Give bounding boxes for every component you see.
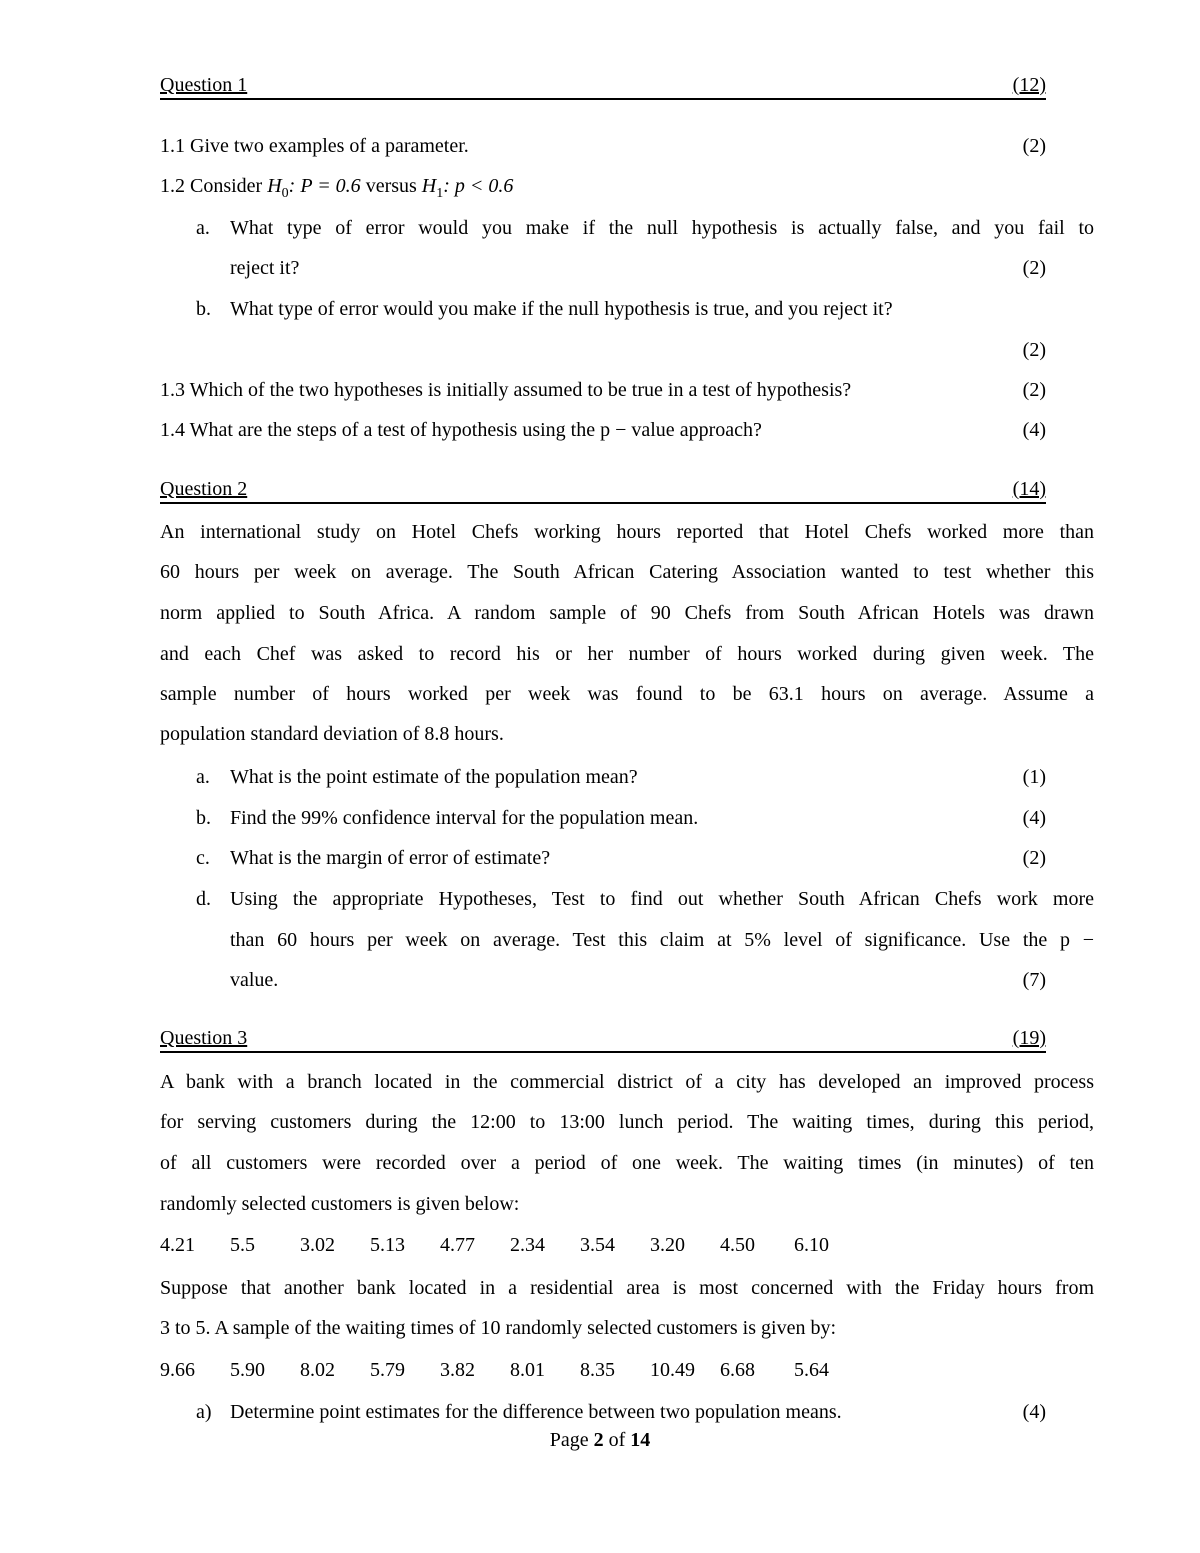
q1-item1 [160, 134, 1046, 158]
h1-subscript: 1 [436, 186, 444, 201]
h0-subscript: 0 [281, 186, 289, 201]
q2-a [196, 765, 1046, 789]
q1-title: Question 1 [160, 74, 248, 96]
data-value: 5.64 [794, 1359, 829, 1381]
q2-b-text: Find the 99% confidence interval for the population mean. [230, 807, 699, 829]
data-value: 3.54 [580, 1234, 615, 1256]
q1-item2-text [160, 174, 513, 206]
q3-para1-line: randomly selected customers is given below: [160, 1193, 520, 1215]
h1-symbol: H [421, 175, 437, 197]
q2-d-marks: (7) [1022, 969, 1046, 991]
q3-heading [160, 1027, 1046, 1053]
q1-item3 [160, 378, 1046, 402]
q2-d-line1: Using the appropriate Hypotheses, Test to find out whether South African Chefs work more [230, 888, 1094, 910]
q3-marks: (19) [1012, 1027, 1046, 1049]
q2-para-line: sample number of hours worked per week was found to be 63.1 hours on average. Assume a [160, 683, 1094, 705]
q1-a-marks: (2) [1022, 257, 1046, 279]
data-value: 10.49 [650, 1359, 695, 1381]
q3-para1-line: A bank with a branch located in the commercial district of a city has developed an improved process [160, 1071, 1094, 1093]
data-value: 5.90 [230, 1359, 265, 1381]
q3-a-text: Determine point estimates for the difference between two population means. [230, 1401, 842, 1423]
q2-para-line: norm applied to South Africa. A random sample of 90 Chefs from South African Hotels was drawn [160, 602, 1094, 624]
q3-para2-line: Suppose that another bank located in a residential area is most concerned with the Friday hours from [160, 1277, 1094, 1299]
q3-a [196, 1400, 1046, 1424]
q1-item4-text: 1.4 What are the steps of a test of hypothesis using the p − value approach? [160, 419, 762, 441]
q2-c-marks: (2) [1022, 847, 1046, 869]
q2-para-line: An international study on Hotel Chefs working hours reported that Hotel Chefs worked more than [160, 521, 1094, 543]
q3-para1-line: of all customers were recorded over a period of one week. The waiting times (in minutes) of ten [160, 1152, 1094, 1174]
q2-marks: (14) [1012, 478, 1046, 500]
q1-item1-marks: (2) [1022, 135, 1046, 157]
versus-word: versus [360, 175, 422, 197]
q2-c [196, 846, 1046, 870]
h1-statement: : p < 0.6 [443, 175, 514, 197]
q3-a-label: a) [196, 1401, 212, 1423]
q3-a-marks: (4) [1022, 1401, 1046, 1423]
data-value: 3.20 [650, 1234, 685, 1256]
q1-item4-marks: (4) [1022, 419, 1046, 441]
footer-prefix: Page [549, 1429, 594, 1451]
q1-item2 [160, 174, 1046, 201]
data-value: 6.10 [794, 1234, 829, 1256]
data-value: 9.66 [160, 1359, 195, 1381]
data-value: 8.35 [580, 1359, 615, 1381]
q1-b-marks-row [160, 338, 1046, 362]
data-value: 4.50 [720, 1234, 755, 1256]
data-value: 4.21 [160, 1234, 195, 1256]
q2-c-text: What is the margin of error of estimate? [230, 847, 551, 869]
q1-marks: (12) [1012, 74, 1046, 96]
q3-para1-line: for serving customers during the 12:00 to 13:00 lunch period. The waiting times, during this period, [160, 1111, 1094, 1133]
h0-statement: : P = 0.6 [288, 175, 361, 197]
data-value: 6.68 [720, 1359, 755, 1381]
q3-para2-line: 3 to 5. A sample of the waiting times of 10 randomly selected customers is given by: [160, 1317, 836, 1339]
q2-para-line: 60 hours per week on average. The South African Catering Association wanted to test whether this [160, 561, 1094, 583]
q1-item3-marks: (2) [1022, 379, 1046, 401]
q1-item2-prefix: 1.2 Consider [160, 175, 268, 197]
footer-current-page: 2 [593, 1429, 604, 1451]
data-value: 8.01 [510, 1359, 545, 1381]
page-footer [0, 1428, 1200, 1452]
q1-heading [160, 74, 1046, 100]
q2-a-marks: (1) [1022, 766, 1046, 788]
q2-c-label: c. [196, 847, 210, 869]
data-value: 5.79 [370, 1359, 405, 1381]
q2-b [196, 806, 1046, 830]
data-value: 3.02 [300, 1234, 335, 1256]
q2-d-line2: than 60 hours per week on average. Test this claim at 5% level of significance. Use the p − [230, 929, 1094, 951]
q2-d-line3: value. [230, 969, 279, 991]
footer-middle: of [603, 1429, 631, 1451]
q2-b-marks: (4) [1022, 807, 1046, 829]
q2-a-text: What is the point estimate of the population mean? [230, 766, 638, 788]
data-value: 4.77 [440, 1234, 475, 1256]
q1-item1-text: 1.1 Give two examples of a parameter. [160, 135, 469, 157]
q2-d-label: d. [196, 888, 211, 910]
data-value: 3.82 [440, 1359, 475, 1381]
data-value: 5.5 [230, 1234, 255, 1256]
q2-b-label: b. [196, 807, 211, 829]
data-value: 8.02 [300, 1359, 335, 1381]
h0-symbol: H [267, 175, 282, 197]
q2-title: Question 2 [160, 478, 248, 500]
q2-para-line: population standard deviation of 8.8 hours. [160, 723, 504, 745]
data-value: 5.13 [370, 1234, 405, 1256]
q2-a-label: a. [196, 766, 210, 788]
q1-item3-text: 1.3 Which of the two hypotheses is initially assumed to be true in a test of hypothesis? [160, 379, 852, 401]
data-value: 2.34 [510, 1234, 545, 1256]
q1-a-line1: What type of error would you make if the null hypothesis is actually false, and you fail to [230, 217, 1094, 239]
q2-para-line: and each Chef was asked to record his or her number of hours worked during given week. The [160, 643, 1094, 665]
q2-heading [160, 478, 1046, 504]
q3-title: Question 3 [160, 1027, 248, 1049]
q1-a-line2-row [196, 256, 1046, 280]
q2-d-line3-row [196, 968, 1046, 992]
q1-b-marks: (2) [1022, 339, 1046, 361]
q1-b-label: b. [196, 298, 211, 320]
q1-item4 [160, 418, 1046, 442]
footer-total-pages: 14 [630, 1429, 651, 1451]
q1-b-line1: What type of error would you make if the null hypothesis is true, and you reject it? [230, 298, 893, 320]
q1-a-label: a. [196, 217, 210, 239]
q1-b [196, 297, 1046, 321]
q1-a-line2: reject it? [230, 257, 300, 279]
